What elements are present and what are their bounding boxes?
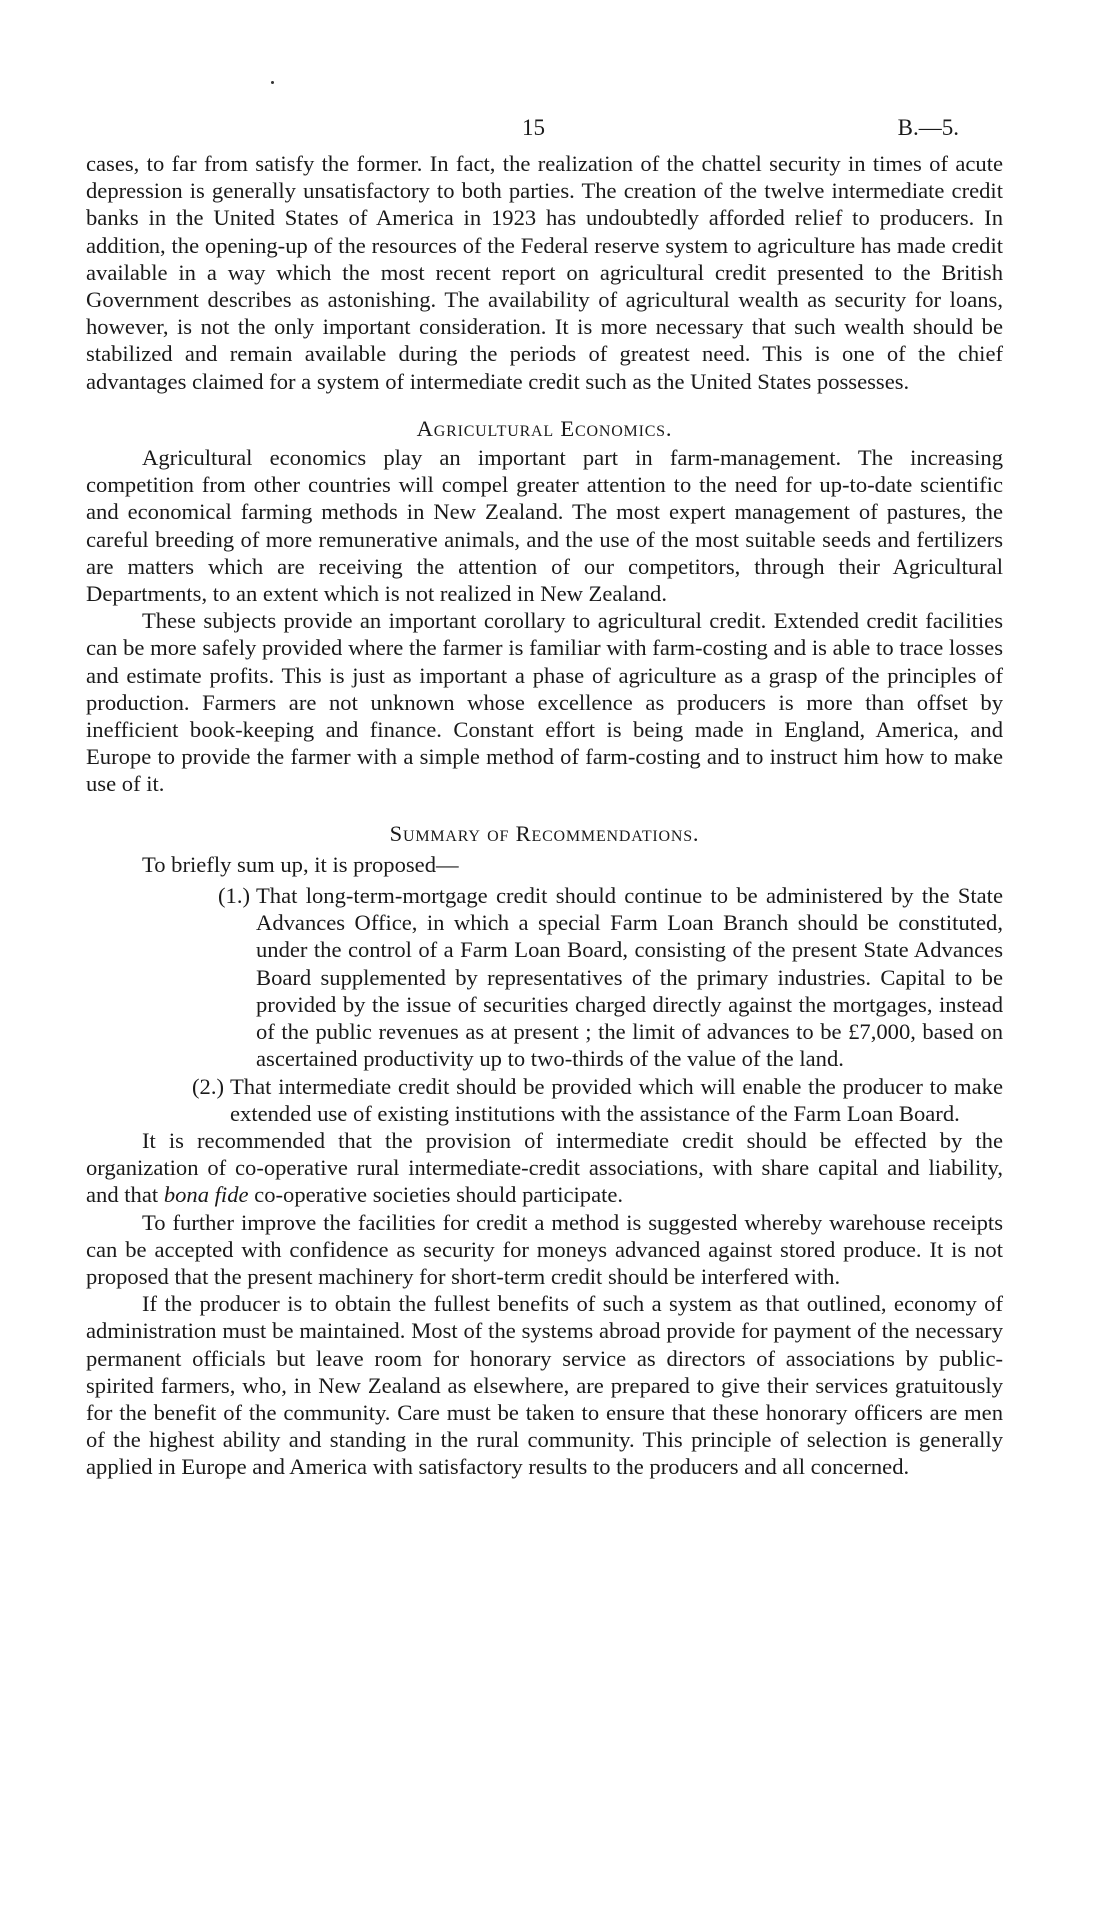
summary-intro: To briefly sum up, it is proposed— <box>142 851 459 877</box>
proposal-text: That intermediate credit should be provided which will enable the producer to make extended use of existing institutions with the assistance of the Farm Loan Board. <box>230 1073 1003 1126</box>
section-heading-summary: Summary of Recommendations. <box>389 820 700 846</box>
page-header <box>0 113 1114 143</box>
page-body <box>86 150 1003 1481</box>
page-number: 15 <box>522 115 545 140</box>
proposal-number: (2.) <box>192 1073 224 1099</box>
paragraph: To further improve the facilities for credit a method is suggested whereby warehouse receipts can be accepted with confidence as security for moneys advanced against stored produce. It is not proposed that the present machinery for short-term credit should be interfered with. <box>86 1209 1003 1289</box>
list-item <box>86 1073 1003 1127</box>
paragraph: If the producer is to obtain the fullest benefits of such a system as that outlined, economy of administration must be maintained. Most of the systems abroad provide for payment of the necessary permanent officials but leave room for honorary service as directors of associations by public-spirited farmers, who, in New Zealand as elsewhere, are prepared to give their services gratuitously for the benefit of the community. Care must be taken to ensure that these honorary officers are men of the highest ability and standing in the rural community. This principle of selection is generally applied in Europe and America with satisfactory results to the producers and all concerned. <box>86 1291 1003 1480</box>
proposal-text: That long-term-mortgage credit should continue to be administered by the State Advances Office, in which a special Farm Loan Branch should be constituted, under the control of a Farm Loan Board, consisting of the present State Advances Board supplemented by representatives of the primary industries. Capital to be provided by the issue of securities charged directly against the mortgages, instead of the public revenues as at present ; the limit of advances to be £7,000, based on ascertained productivity up to two-thirds of the value of the land. <box>256 883 1003 1072</box>
print-speck <box>271 81 274 84</box>
document-reference: B.—5. <box>897 115 959 140</box>
recommendation-paragraph <box>86 1127 1003 1209</box>
opening-paragraph: cases, to far from satisfy the former. In fact, the realization of the chattel security in times of acute depression is generally unsatisfactory to both parties. The creation of the twelve intermediate credit banks in the United States of America in 1923 has undoubtedly afforded relief to producers. In addition, the opening-up of the resources of the Federal reserve system to agriculture has made credit available in a way which the most recent report on agricultural credit presented to the British Government describes as astonishing. The availability of agricultural wealth as security for loans, however, is not the only important consideration. It is more necessary that such wealth should be stabilized and remain available during the periods of greatest need. This is one of the chief advantages claimed for a system of intermediate credit such as the United States possesses. <box>86 151 1003 394</box>
recommendation-text: co-operative societies should participate. <box>248 1182 624 1208</box>
list-item <box>86 882 1003 1072</box>
proposal-list <box>86 882 1003 1127</box>
italic-phrase: bona fide <box>163 1182 249 1208</box>
proposal-number: (1.) <box>218 883 250 909</box>
paragraph: These subjects provide an important corollary to agricultural credit. Extended credit facilities can be more safely provided where the farmer is familiar with farm-costing and is able to trace losses and estimate profits. This is just as important a phase of agriculture as a grasp of the principles of production. Farmers are not unknown whose excellence as producers is more than offset by inefficient book-keeping and finance. Constant effort is being made in England, America, and Europe to provide the farmer with a simple method of farm-costing and to instruct him how to make use of it. <box>86 608 1003 797</box>
recommendation-text: It is recommended that the provision of intermediate credit should be effected by the organization of co-operative rural intermediate-credit associations, with share capital and liability, and that <box>86 1127 1003 1208</box>
section-heading-agricultural-economics: Agricultural Economics. <box>416 415 673 441</box>
paragraph: Agricultural economics play an important part in farm-management. The increasing competition from other countries will compel greater attention to the need for up-to-date scientific and economical farming methods in New Zealand. The most expert management of pastures, the careful breeding of more remunerative animals, and the use of the most suitable seeds and fertilizers are matters which are receiving the attention of our competitors, through their Agricultural Departments, to an extent which is not realized in New Zealand. <box>86 445 1003 607</box>
